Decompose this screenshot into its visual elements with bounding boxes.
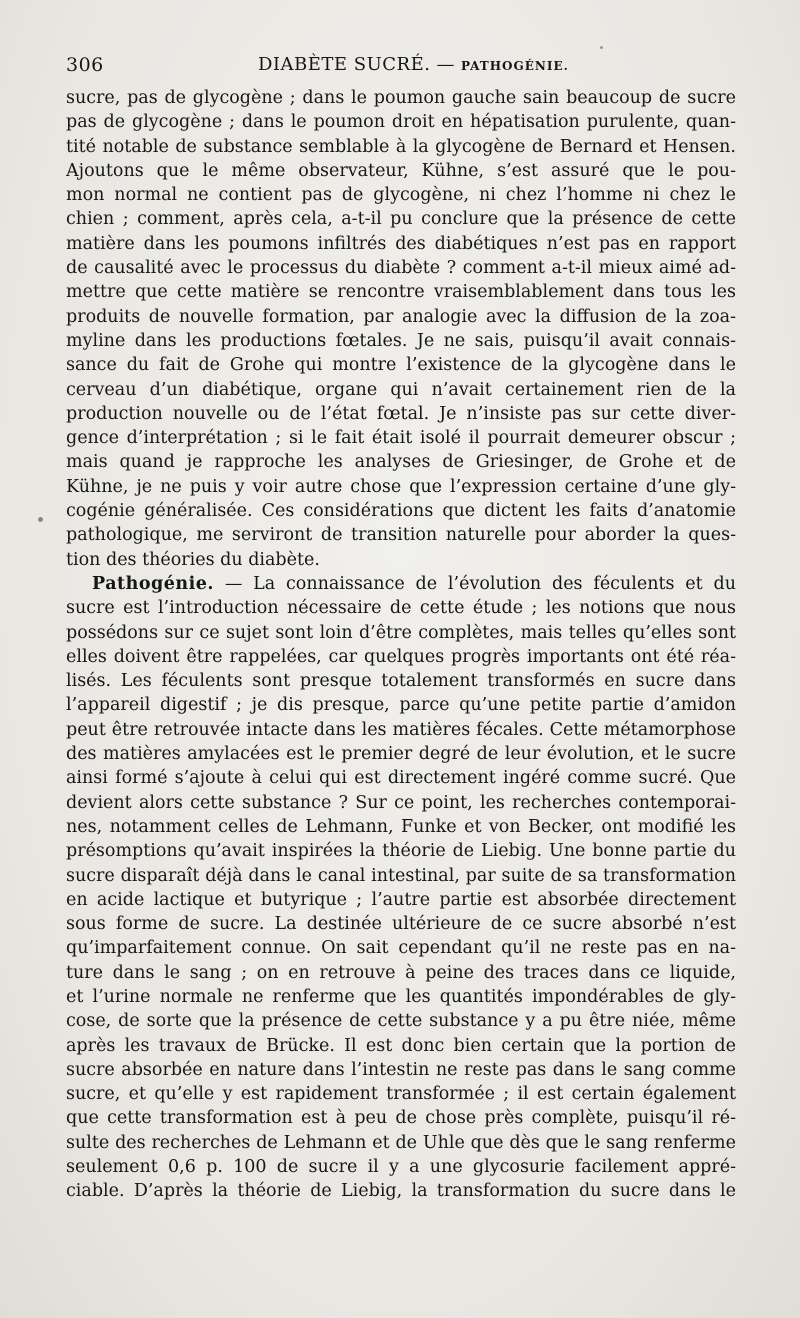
text-line: chien ; comment, après cela, a-t-il pu conclure que la présence de cette	[66, 209, 736, 230]
text-line: sucre, et qu’elle y est rapidement transformée ; il est certain également	[66, 1084, 736, 1105]
text-line: produits de nouvelle formation, par analogie avec la diffusion de la zoa-	[66, 306, 736, 327]
text-line: sucre, pas de glycogène ; dans le poumon gauche sain beaucoup de sucre	[66, 88, 736, 108]
text-line: l’appareil digestif ; je dis presque, parce qu’une petite partie d’amidon	[66, 695, 736, 716]
text-fragment: — La connaissance de l’évolution des féculents et du	[224, 573, 736, 594]
text-line: après les travaux de Brücke. Il est donc bien certain que la portion de	[66, 1035, 736, 1056]
section-heading: Pathogénie.	[92, 573, 214, 594]
text-line: de causalité avec le processus du diabète ? comment a-t-il mieux aimé ad-	[66, 258, 736, 279]
text-line: cerveau d’un diabétique, organe qui n’avait certainement rien de la	[66, 379, 736, 400]
text-line: sance du fait de Grohe qui montre l’existence de la glycogène dans le	[66, 355, 736, 376]
text-line: myline dans les productions fœtales. Je ne sais, puisqu’il avait connais-	[66, 330, 736, 351]
body-text	[66, 86, 736, 1204]
text-line: mais quand je rapproche les analyses de Griesinger, de Grohe et de	[66, 452, 736, 473]
text-line: cose, de sorte que la présence de cette substance y a pu être niée, même	[66, 1011, 736, 1032]
text-line: sucre est l’introduction nécessaire de cette étude ; les notions que nous	[66, 598, 736, 619]
text-line: ciable. D’après la théorie de Liebig, la transformation du sucre dans le	[66, 1181, 736, 1202]
text-line: qu’imparfaitement connue. On sait cependant qu’il ne reste pas en na-	[66, 938, 736, 959]
text-line: présomptions qu’avait inspirées la théorie de Liebig. Une bonne partie du	[66, 841, 736, 862]
text-line: devient alors cette substance ? Sur ce point, les recherches contemporai-	[66, 792, 736, 813]
paper-speck	[600, 46, 603, 49]
title-dash: —	[436, 54, 455, 75]
text-line: production nouvelle ou de l’état fœtal. Je n’insiste pas sur cette diver-	[66, 403, 736, 424]
text-line: peut être retrouvée intacte dans les matières fécales. Cette métamorphose	[66, 719, 736, 740]
running-title	[258, 54, 569, 75]
text-line: sucre absorbée en nature dans l’intestin ne reste pas dans le sang comme	[66, 1059, 736, 1080]
text-line: nes, notamment celles de Lehmann, Funke et von Becker, ont modifié les	[66, 816, 736, 837]
text-line: Kühne, je ne puis y voir autre chose que l’expression certaine d’une gly-	[66, 476, 736, 497]
book-title: DIABÈTE SUCRÉ.	[258, 54, 431, 75]
text-line: ainsi formé s’ajoute à celui qui est directement ingéré comme sucré. Que	[66, 768, 736, 789]
section-title: PATHOGÉNIE.	[460, 59, 569, 73]
text-line: tité notable de substance semblable à la glycogène de Bernard et Hensen.	[66, 136, 736, 157]
text-line: tion des théories du diabète.	[66, 549, 320, 570]
text-line: elles doivent être rappelées, car quelques progrès importants ont été réa-	[66, 646, 736, 667]
text-line: lisés. Les féculents sont presque totalement transformés en sucre dans	[66, 671, 736, 692]
margin-dot	[38, 517, 43, 522]
text-line: et l’urine normale ne renferme que les quantités impondérables de gly-	[66, 986, 736, 1007]
page-number: 306	[66, 54, 104, 76]
text-line: mettre que cette matière se rencontre vraisemblablement dans tous les	[66, 282, 736, 303]
text-line: en acide lactique et butyrique ; l’autre partie est absorbée directement	[66, 889, 736, 910]
text-line: cogénie généralisée. Ces considérations que dictent les faits d’anatomie	[66, 501, 736, 522]
text-line: matière dans les poumons infiltrés des diabétiques n’est pas en rapport	[66, 233, 736, 254]
section-start-line	[66, 572, 736, 596]
text-line: seulement 0,6 p. 100 de sucre il y a une glycosurie facilement appré-	[66, 1157, 736, 1178]
text-line: pathologique, me serviront de transition naturelle pour aborder la ques-	[66, 525, 736, 546]
text-line: que cette transformation est à peu de chose près complète, puisqu’il ré-	[66, 1108, 736, 1129]
text-line: mon normal ne contient pas de glycogène, ni chez l’homme ni chez le	[66, 185, 736, 206]
text-line: possédons sur ce sujet sont loin d’être complètes, mais telles qu’elles sont	[66, 622, 736, 643]
running-header	[66, 50, 736, 78]
text-line: sulte des recherches de Lehmann et de Uhle que dès que le sang renferme	[66, 1132, 736, 1153]
text-line: sucre disparaît déjà dans le canal intestinal, par suite de sa transformation	[66, 865, 736, 886]
text-line: des matières amylacées est le premier degré de leur évolution, et le sucre	[66, 744, 736, 765]
text-line: pas de glycogène ; dans le poumon droit en hépatisation purulente, quan-	[66, 112, 736, 133]
text-line: ture dans le sang ; on en retrouve à peine des traces dans ce liquide,	[66, 962, 736, 983]
text-line: sous forme de sucre. La destinée ultérieure de ce sucre absorbé n’est	[66, 914, 736, 935]
text-line: Ajoutons que le même observateur, Kühne, s’est assuré que le pou-	[66, 160, 736, 181]
text-line: gence d’interprétation ; si le fait était isolé il pourrait demeurer obscur ;	[66, 428, 736, 449]
